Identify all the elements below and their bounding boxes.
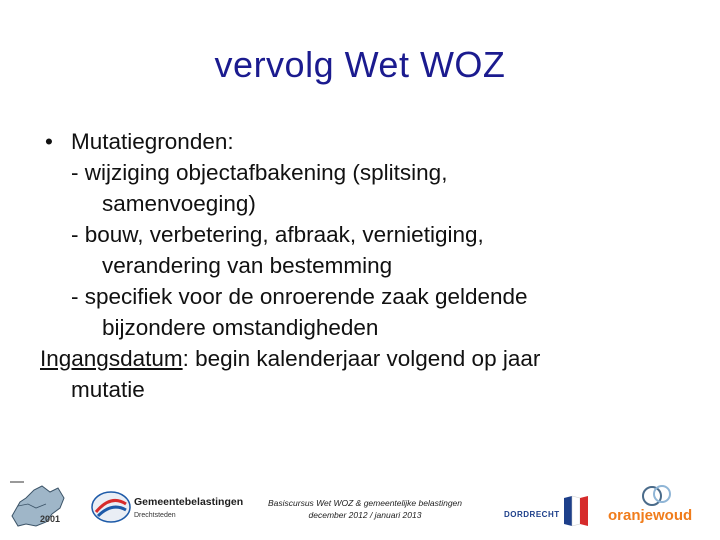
sub-item-1-cont: samenvoeging)	[102, 191, 256, 216]
ingangsdatum-cont: mutatie	[71, 377, 145, 402]
gb-sub: Drechtsteden	[134, 512, 176, 519]
course-line-1: Basiscursus Wet WOZ & gemeentelijke belastingen	[267, 498, 462, 508]
flag-icon	[562, 494, 590, 528]
map-logo-year: 2001	[40, 514, 61, 524]
region-map-logo	[6, 476, 72, 534]
bullet-icon: •	[45, 129, 53, 154]
course-footnote	[250, 497, 480, 521]
slide-title: vervolg Wet WOZ	[214, 44, 506, 85]
gemeentebelastingen-logo	[90, 490, 244, 530]
ingangsdatum-line	[40, 343, 700, 374]
slide-body	[40, 126, 700, 405]
gb-emblem-icon	[90, 490, 132, 524]
ingangsdatum-text: : begin kalenderjaar volgend op jaar	[182, 346, 541, 371]
dordrecht-text: DORDRECHT	[504, 510, 560, 519]
sub-item-1: - wijziging objectafbakening (splitsing,	[71, 160, 448, 185]
oranjewoud-text: oranjewoud	[608, 507, 693, 524]
flag-logo	[562, 494, 590, 528]
bullet-item	[40, 126, 700, 343]
bullet-text: Mutatiegronden:	[71, 129, 234, 154]
sub-item-3: - specifiek voor de onroerende zaak geldende	[71, 284, 528, 309]
ingangsdatum-label: Ingangsdatum	[40, 346, 183, 371]
sub-item-3-cont: bijzondere omstandigheden	[102, 315, 379, 340]
dordrecht-logo	[504, 504, 558, 518]
sub-item-2-cont: verandering van bestemming	[102, 253, 393, 278]
course-line-2: december 2012 / januari 2013	[308, 510, 422, 520]
oranjewoud-logo	[606, 482, 716, 534]
footer	[0, 470, 720, 540]
sub-item-2: - bouw, verbetering, afbraak, vernietiging,	[71, 222, 484, 247]
gb-name: Gemeentebelastingen	[134, 496, 244, 508]
map-icon	[6, 476, 72, 534]
